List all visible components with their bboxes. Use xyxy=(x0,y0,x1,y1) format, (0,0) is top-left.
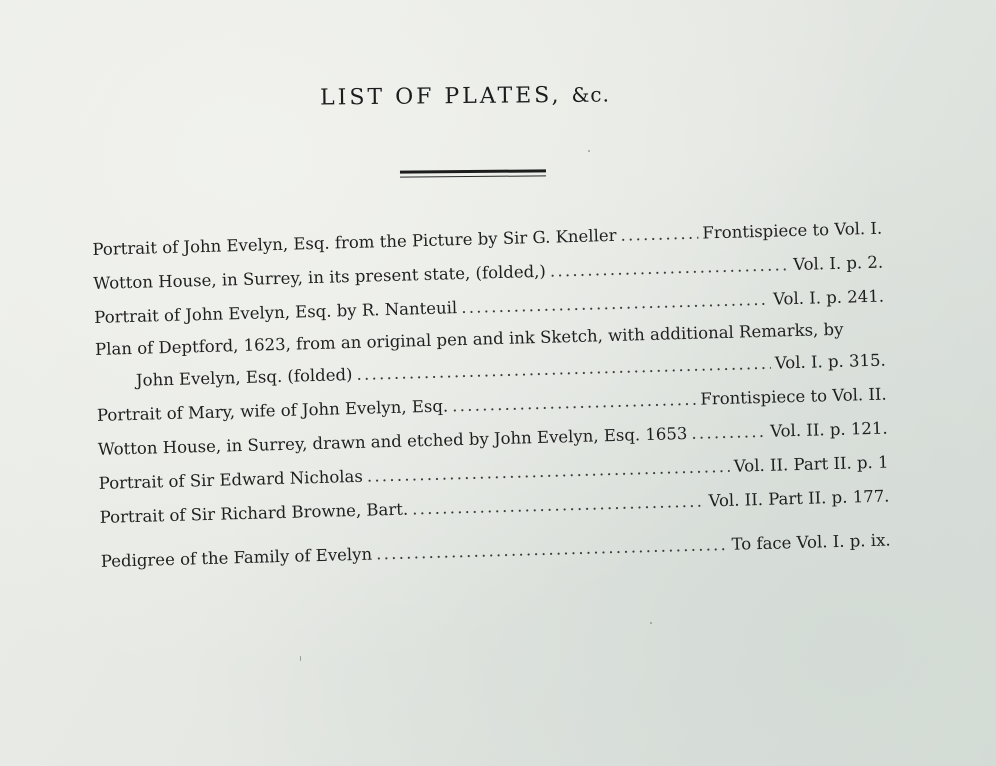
plate-description: Portrait of Sir Richard Browne, Bart. xyxy=(99,499,409,527)
page-title-suffix: &c. xyxy=(571,82,611,107)
paper-speck xyxy=(650,622,652,624)
plate-location: Vol. II. Part II. p. 177. xyxy=(708,486,890,511)
dot-leader xyxy=(691,415,767,451)
plates-list xyxy=(92,212,891,579)
plate-location: Vol. II. p. 121. xyxy=(769,418,888,441)
plate-description: Wotton House, in Surrey, in its present state, (folded,) xyxy=(93,261,547,293)
plate-location: Vol. II. Part II. p. 1 xyxy=(733,452,889,476)
rule-thick-line xyxy=(400,169,546,173)
plate-description: Portrait of John Evelyn, Esq. by R. Nanteuil xyxy=(94,298,458,327)
plate-location: Frontispiece to Vol. I. xyxy=(702,218,883,243)
plate-location: Frontispiece to Vol. II. xyxy=(700,384,887,409)
plate-description: Wotton House, in Surrey, drawn and etched by John Evelyn, Esq. 1653 xyxy=(97,423,688,459)
plate-description: Portrait of Mary, wife of John Evelyn, Esq. xyxy=(96,396,449,425)
plate-location: Vol. I. p. 315. xyxy=(774,350,886,373)
plate-description: Pedigree of the Family of Evelyn xyxy=(100,544,373,571)
plate-location: Vol. I. p. 241. xyxy=(772,286,885,309)
rule-thin-line xyxy=(400,175,546,177)
plate-description-continued: John Evelyn, Esq. (folded) xyxy=(135,365,353,390)
plate-location: To face Vol. I. p. ix. xyxy=(731,530,891,554)
page-title-main: LIST OF PLATES, xyxy=(319,82,562,111)
plate-location: Vol. I. p. 2. xyxy=(792,252,884,275)
plate-description: Portrait of Sir Edward Nicholas xyxy=(98,466,364,493)
paper-speck xyxy=(300,656,301,661)
paper-speck xyxy=(588,150,590,152)
title-double-rule xyxy=(400,169,546,178)
plate-description: Portrait of John Evelyn, Esq. from the Picture by Sir G. Kneller xyxy=(92,225,617,259)
plate-description: Plan of Deptford, 1623, from an original pen and ink Sketch, with additional Remarks, by xyxy=(94,319,844,359)
page-title xyxy=(0,79,930,114)
dot-leader xyxy=(620,217,699,253)
